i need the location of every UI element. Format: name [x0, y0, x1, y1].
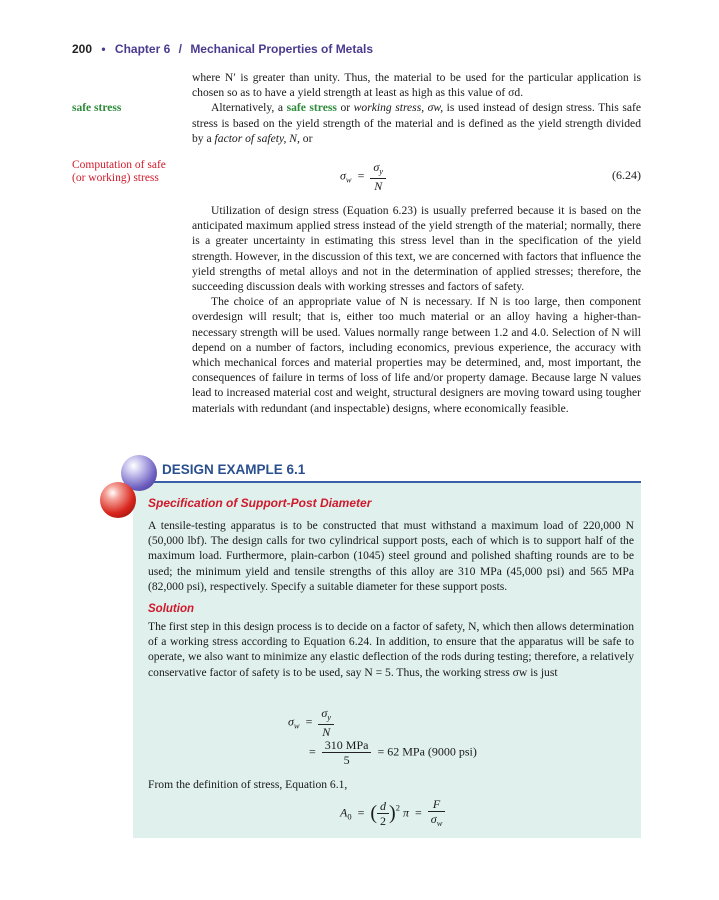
header-separator: /: [178, 42, 182, 56]
design-example-subtitle: Specification of Support-Post Diameter: [148, 496, 372, 510]
chapter-title: Mechanical Properties of Metals: [190, 42, 374, 56]
text-run: or: [336, 101, 354, 115]
italic-term: working stress, σw,: [353, 101, 444, 115]
paragraph: [192, 100, 641, 146]
text-run: Alternatively, a: [211, 101, 287, 115]
margin-note-safe-stress: safe stress: [72, 102, 122, 114]
working-stress-calculation: = $\frac{\text{310 MPa}}{5}$ = 62 MPa (9000 psi): [309, 738, 477, 767]
working-stress-equation: $\sigma_w$ = $\frac{\sigma_y}{N}$: [288, 706, 334, 739]
margin-note-line: Computation of safe: [72, 159, 166, 171]
solution-label: Solution: [148, 603, 194, 615]
equation-number: (6.24): [612, 168, 641, 182]
design-example-problem: A tensile-testing apparatus is to be constructed that must withstand a maximum load of 220,000 N (50,000 lbf). The design calls for two cylindrical support posts, each of which is to support half of the maximum load. Furthermore, plain-carbon (1045) steel ground and polished shafting rounds are to be used; the minimum yield and tensile strengths of this alloy are 310 MPa (45,000 psi) and 565 MPa (82,000 psi), respectively. Specify a suitable diameter for these support posts.: [148, 519, 634, 593]
header-bullet: •: [101, 42, 106, 56]
design-example-rule: [148, 481, 641, 483]
paragraph: Utilization of design stress (Equation 6.23) is usually preferred because it is based on the anticipated maximum applied stress instead of the yield strength of the material; normally, there is a greater uncertainty in estimating this stress level than in the specification of the yield strength. However, in the discussion of this text, we are concerned with factors that influence the yield strengths of metal alloys and not in the determination of applied stresses; therefore, the succeeding discussion deals with working stresses and factors of safety.: [192, 204, 641, 294]
paragraph: where N′ is greater than unity. Thus, the material to be used for the particular application is chosen so as to have a yield strength at least as high as this value of σd.: [192, 71, 641, 100]
solution-text: The first step in this design process is to decide on a factor of safety, N, which then allows determination of a working stress according to Equation 6.24. In addition, to ensure that the apparatus will be safe to operate, we also want to minimize any elastic deflection of the rods during testing; therefore, a relatively conservative factor of safety is to be used, say N = 5. Thus, the working stress σw is just: [148, 620, 634, 679]
red-sphere-icon: [100, 482, 136, 518]
text-run: is used instead of design stress. This safe stress is based on the yield strength of the material and is defined as the yield strength divided by a: [192, 101, 641, 145]
from-definition-text: From the definition of stress, Equation 6.1,: [148, 778, 348, 791]
key-term: safe stress: [286, 101, 337, 115]
equation-6-24: [192, 158, 641, 194]
area-equation: $A_0$ = ( $\frac{d}{2}$ )$^2$ π = $\frac{F}{\sigma_w}$: [340, 797, 445, 830]
paragraph: The choice of an appropriate value of N is necessary. If N is too large, then component overdesign will result; that is, either too much material or an alloy having a higher-than-necessary strength will be used. Values normally range between 1.2 and 4.0. Selection of N will depend on a number of factors, including economics, previous experience, the accuracy with which mechanical forces and material properties may be determined, and, most important, the consequences of failure in terms of loss of life and/or property damage. Because large N values lead to increased material cost and weight, structural designers are moving toward using tougher materials with redundant (and inspectable) designs, where economically feasible.: [192, 295, 641, 415]
margin-note-line: (or working) stress: [72, 172, 159, 184]
running-header: [72, 42, 373, 56]
margin-note-computation: [72, 159, 166, 185]
equation-body: $\sigma_w$ = $\frac{\sigma_y}{N}$: [340, 160, 386, 193]
calc-denominator: 5: [343, 753, 350, 767]
italic-term: factor of safety, N,: [214, 131, 300, 145]
chapter-label: Chapter 6: [114, 42, 171, 56]
body-top: [192, 70, 641, 146]
text-run: or: [299, 131, 313, 145]
design-example-title: DESIGN EXAMPLE 6.1: [162, 462, 306, 477]
calc-result: = 62 MPa (9000 psi): [377, 744, 477, 759]
calc-numerator: 310 MPa: [322, 738, 372, 753]
body-bottom: [192, 203, 641, 416]
page-number: 200: [72, 42, 93, 56]
